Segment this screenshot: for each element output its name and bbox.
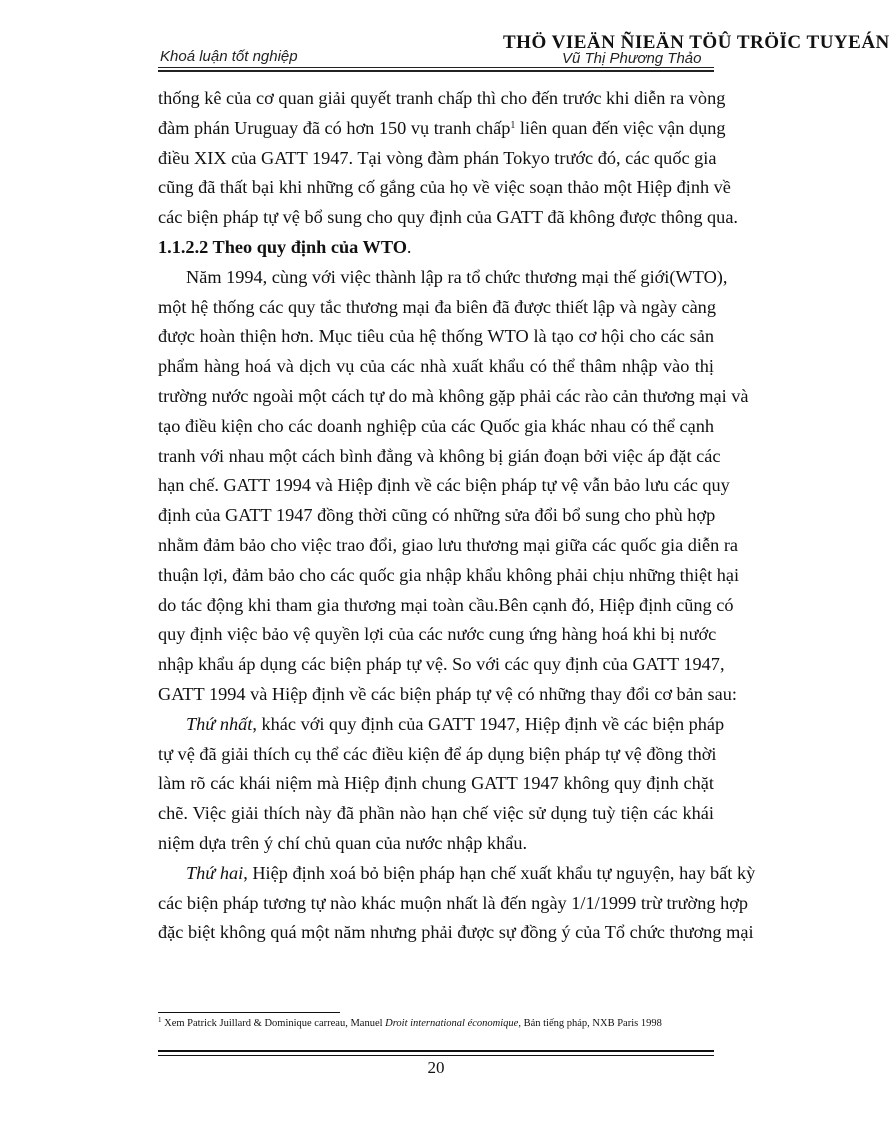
footnote (158, 1018, 758, 1029)
footnote-title: Droit international économique (385, 1018, 519, 1029)
text-line: các biện pháp tự vệ bổ sung cho quy định của GATT đã không được thông qua. (158, 207, 739, 228)
watermark-library-banner: THÖ VIEÄN ÑIEÄN TÖÛ TRÖÏC TUYEÁN (503, 32, 890, 53)
text-line: điều XIX của GATT 1947. Tại vòng đàm phán Tokyo trước đó, các quốc gia (158, 147, 717, 168)
text-segment: liên quan đến việc vận dụng (515, 117, 726, 138)
text-line: các biện pháp tương tự nào khác muộn nhất là đến ngày 1/1/1999 trừ trường hợp (158, 892, 749, 913)
text-line: nhằm đảm bảo cho việc trao đổi, giao lưu thương mại giữa các quốc gia diễn ra (158, 534, 739, 555)
header-thesis-label: Khoá luận tốt nghiệp (160, 48, 298, 65)
text-line: nhập khẩu áp dụng các biện pháp tự vệ. So với các quy định của GATT 1947, (158, 654, 725, 675)
text-line: thuận lợi, đảm bảo cho các quốc gia nhập khẩu không phải chịu những thiệt hại (158, 564, 740, 585)
text-segment: đàm phán Uruguay đã có hơn 150 vụ tranh chấp (158, 117, 511, 138)
text-line: đặc biệt không quá một năm nhưng phải được sự đồng ý của Tổ chức thương mại (158, 922, 754, 943)
footer-rule (158, 1055, 714, 1056)
text-line: thống kê của cơ quan giải quyết tranh chấp thì cho đến trước khi diễn ra vòng (158, 88, 726, 108)
text-line: một hệ thống các quy tắc thương mại đa biên đã được thiết lập và ngày càng (158, 296, 716, 317)
page-number: 20 (427, 1058, 445, 1077)
text-line: chẽ. Việc giải thích này đã phần nào hạn chế việc sử dụng tuỳ tiện các khái (158, 803, 714, 824)
footnote-text-end: , Bản tiếng pháp, NXB Paris 1998 (518, 1018, 662, 1029)
text-line: làm rõ các khái niệm mà Hiệp định chung GATT 1947 không quy định chặt (158, 773, 714, 794)
heading-period: . (406, 236, 412, 257)
text-segment: , khác với quy định của GATT 1947, Hiệp định về các biện pháp (252, 713, 725, 734)
text-line: GATT 1994 và Hiệp định về các biện pháp tự vệ có những thay đổi cơ bản sau: (158, 683, 737, 704)
header-rule (158, 67, 714, 68)
text-line: Năm 1994, cùng với việc thành lập ra tổ chức thương mại thế giới(WTO), (186, 266, 728, 287)
footnote-text: Xem Patrick Juillard & Dominique carreau, Manuel (161, 1018, 386, 1029)
text-segment: , Hiệp định xoá bỏ biện pháp hạn chế xuất khẩu tự nguyện, hay bất kỳ (243, 862, 756, 883)
footnote-ref: 1 (510, 119, 516, 131)
text-line (158, 710, 725, 740)
text-line: được hoàn thiện hơn. Mục tiêu của hệ thống WTO là tạo cơ hội cho các sản (158, 326, 714, 347)
header-rule-thick (158, 70, 714, 72)
text-emphasis: Thứ nhất (186, 713, 253, 734)
section-heading (158, 233, 714, 263)
document-body (158, 84, 756, 948)
text-line: hạn chế. GATT 1994 và Hiệp định về các biện pháp tự vệ vẫn bảo lưu các quy (158, 475, 730, 496)
text-line (158, 859, 756, 889)
text-emphasis: Thứ hai (186, 862, 244, 883)
text-line: quy định việc bảo vệ quyền lợi của các nước cung ứng hàng hoá khi bị nước (158, 624, 717, 645)
footer-rule-thick (158, 1050, 714, 1052)
section-heading-text: 1.1.2.2 Theo quy định của WTO (158, 236, 407, 257)
text-line: tranh với nhau một cách bình đẳng và không bị gián đoạn bởi việc áp đặt các (158, 445, 721, 466)
text-line: do tác động khi tham gia thương mại toàn cầu.Bên cạnh đó, Hiệp định cũng có (158, 594, 734, 615)
text-line: niệm dựa trên ý chí chủ quan của nước nhập khẩu. (158, 832, 528, 853)
text-line: tự vệ đã giải thích cụ thể các điều kiện để áp dụng biện pháp tự vệ đồng thời (158, 743, 717, 764)
text-line: phẩm hàng hoá và dịch vụ của các nhà xuất khẩu có thể thâm nhập vào thị (158, 356, 714, 377)
footnote-rule (158, 1012, 340, 1013)
text-line (158, 114, 726, 144)
text-line: cũng đã thất bại khi những cố gắng của họ về việc soạn thảo một Hiệp định về (158, 177, 731, 198)
footnote-number: 1 (158, 1016, 162, 1024)
header-author-name: Vũ Thị Phương Thảo (562, 50, 702, 67)
text-line: trường nước ngoài một cách tự do mà không gặp phải các rào cản thương mại và (158, 385, 749, 406)
text-line: tạo điều kiện cho các doanh nghiệp của các Quốc gia khác nhau có thể cạnh (158, 415, 714, 436)
text-line: định của GATT 1947 đồng thời cũng có những sửa đổi bổ sung cho phù hợp (158, 505, 716, 526)
